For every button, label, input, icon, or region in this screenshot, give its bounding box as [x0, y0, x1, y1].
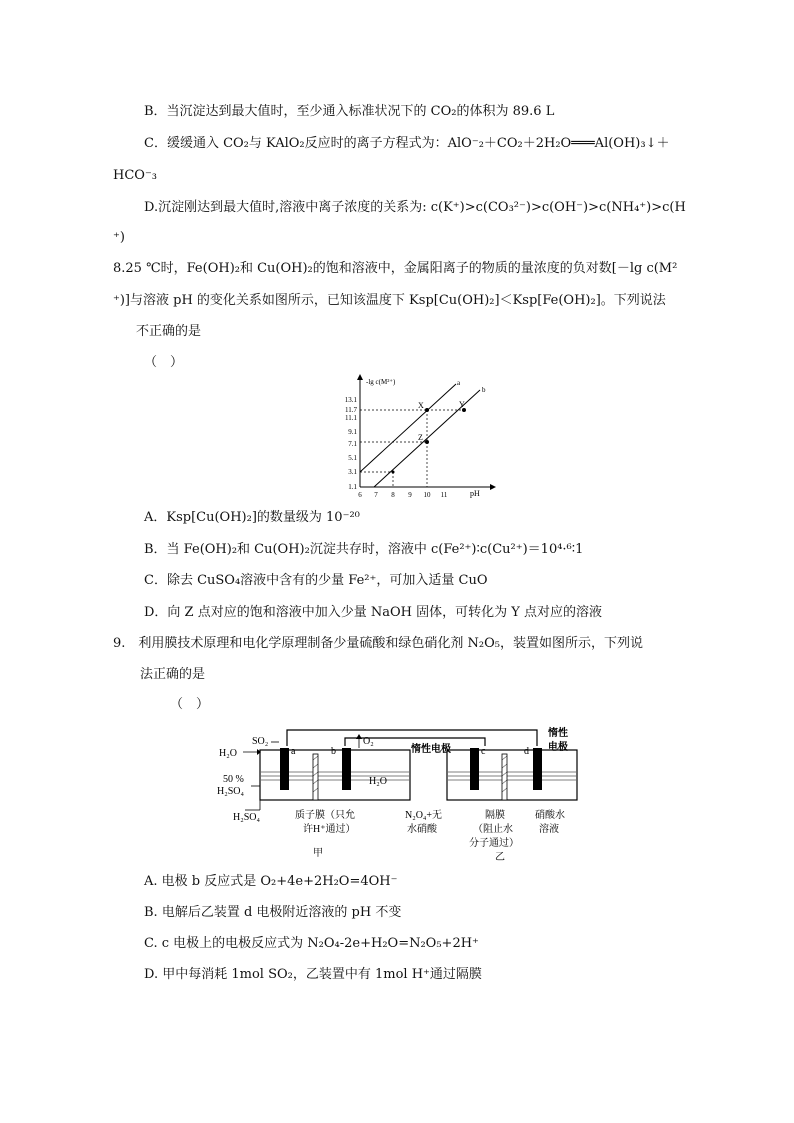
q8-option-d: D．向 Z 点对应的饱和溶液中加入少量 NaOH 固体，可转化为 Y 点对应的溶液: [144, 605, 602, 620]
ytick: 9.1: [348, 428, 357, 436]
label-sep-2: （阻止水: [473, 824, 513, 835]
point-x-label: X: [418, 401, 424, 410]
q7-option-d-line1: D.沉淀刚达到最大值时,溶液中离子浓度的关系为: c(K⁺)>c(CO₃²⁻)>c(OH⁻)>c(NH₄⁺)>c(H: [144, 200, 686, 215]
q9-answer-paren: （ ）: [170, 697, 210, 712]
point-z: [425, 440, 429, 444]
label-n2o4-1: N₂O₄+无: [405, 810, 443, 821]
xtick: 6: [358, 491, 362, 499]
ytick: 11.1: [345, 414, 357, 422]
label-a: a: [291, 746, 296, 757]
label-pem-1: 质子膜（只允: [295, 810, 355, 821]
xtick: 7: [374, 491, 378, 499]
label-sep-1: 隔膜: [485, 810, 505, 821]
q8-graph: [330, 372, 500, 500]
label-inert-d-2: 电极: [548, 742, 568, 753]
point-w: [392, 471, 395, 474]
ytick: 13.1: [344, 396, 357, 404]
ytick: 3.1: [348, 468, 357, 476]
q7-option-c-line1: C．缓缓通入 CO₂与 KAlO₂反应时的离子方程式为：AlO⁻₂＋CO₂＋2H₂O═══Al(OH)₃↓＋: [144, 136, 670, 151]
q9-apparatus: [215, 722, 595, 864]
q8-stem-line1: 8.25 ℃时，Fe(OH)₂和 Cu(OH)₂的饱和溶液中，金属阳离子的物质的量浓度的负对数[－lg c(M²: [113, 261, 678, 276]
line-a-label: a: [457, 379, 461, 387]
xtick: 8: [391, 491, 395, 499]
label-h2o-right: H₂O: [369, 776, 387, 787]
label-yi: 乙: [495, 852, 505, 863]
label-h2so4-out: H₂SO₄: [233, 812, 260, 823]
separator: [502, 754, 507, 800]
label-d: d: [524, 746, 529, 757]
label-50pct: 50 %: [223, 774, 244, 785]
label-hno3-2: 溶液: [539, 824, 559, 835]
q8-option-b: B．当 Fe(OH)₂和 Cu(OH)₂沉淀共存时，溶液中 c(Fe²⁺)∶c(Cu²⁺)＝10⁴·⁶∶1: [144, 542, 584, 557]
q8-option-a: A．Ksp[Cu(OH)₂]的数量级为 10⁻²⁰: [144, 510, 360, 525]
electrode-b: [342, 748, 351, 790]
q9-option-a: A. 电极 b 反应式是 O₂+4e+2H₂O=4OH⁻: [144, 874, 398, 889]
electrode-a: [280, 748, 289, 790]
xtick: 10: [423, 491, 431, 499]
q8-option-c: C．除去 CuSO₄溶液中含有的少量 Fe²⁺，可加入适量 CuO: [144, 573, 488, 588]
label-h2so4-in: H₂SO₄: [217, 786, 244, 797]
q7-option-c-line2: HCO⁻₃: [113, 168, 158, 183]
electrode-c: [470, 748, 479, 790]
label-jia: 甲: [313, 848, 323, 859]
label-so2: SO₂: [252, 736, 269, 747]
q8-stem-line2: ⁺)]与溶液 pH 的变化关系如图所示，已知该温度下 Ksp[Cu(OH)₂]＜Ksp[Fe(OH)₂]。下列说法: [113, 293, 666, 308]
q9-option-b: B. 电解后乙装置 d 电极附近溶液的 pH 不变: [144, 905, 402, 920]
label-inert-c: 惰性电极: [411, 744, 451, 755]
label-c: c: [481, 746, 486, 757]
ytick: 7.1: [348, 440, 357, 448]
ytick: 1.1: [348, 483, 357, 491]
q7-option-d-line2: ⁺): [113, 230, 125, 245]
xtick: 9: [408, 491, 412, 499]
electrode-d: [533, 748, 542, 790]
y-axis-arrow: [357, 374, 363, 380]
label-o2: O₂: [363, 736, 374, 747]
cell-yi: [447, 750, 577, 800]
label-b: b: [331, 746, 336, 757]
x-axis-arrow: [490, 484, 496, 490]
point-z-label: Z: [418, 433, 423, 442]
x-axis-label: pH: [470, 489, 480, 498]
point-y-label: Y: [459, 400, 465, 409]
label-inert-d-1: 惰性: [548, 728, 568, 739]
q9-stem-line2: 法正确的是: [140, 667, 206, 682]
proton-membrane: [313, 754, 318, 800]
q9-option-c: C. c 电极上的电极反应式为 N₂O₄-2e+H₂O=N₂O₅+2H⁺: [144, 936, 479, 951]
line-a: [360, 384, 456, 472]
point-x: [425, 408, 429, 412]
xtick: 11: [440, 491, 448, 499]
label-pem-2: 许H⁺通过）: [303, 824, 356, 835]
q8-stem-line3: 不正确的是: [136, 324, 202, 339]
y-axis-label: -lg c(M²⁺): [366, 378, 396, 386]
ytick: 11.7: [345, 406, 357, 414]
label-sep-3: 分子通过）: [469, 838, 519, 849]
q9-stem-line1: 9. 利用膜技术原理和电化学原理制备少量硫酸和绿色硝化剂 N₂O₅，装置如图所示，下列说: [113, 636, 643, 651]
ytick: 5.1: [348, 454, 357, 462]
line-b-label: b: [482, 386, 486, 394]
label-n2o4-2: 水硝酸: [407, 824, 437, 835]
q9-option-d: D. 甲中每消耗 1mol SO₂，乙装置中有 1mol H⁺通过隔膜: [144, 967, 482, 982]
q7-option-b: B．当沉淀达到最大值时，至少通入标准状况下的 CO₂的体积为 89.6 L: [144, 104, 555, 119]
label-h2o-in: H₂O: [219, 748, 237, 759]
label-hno3-1: 硝酸水: [535, 810, 565, 821]
q8-answer-paren: （ ）: [144, 355, 184, 370]
